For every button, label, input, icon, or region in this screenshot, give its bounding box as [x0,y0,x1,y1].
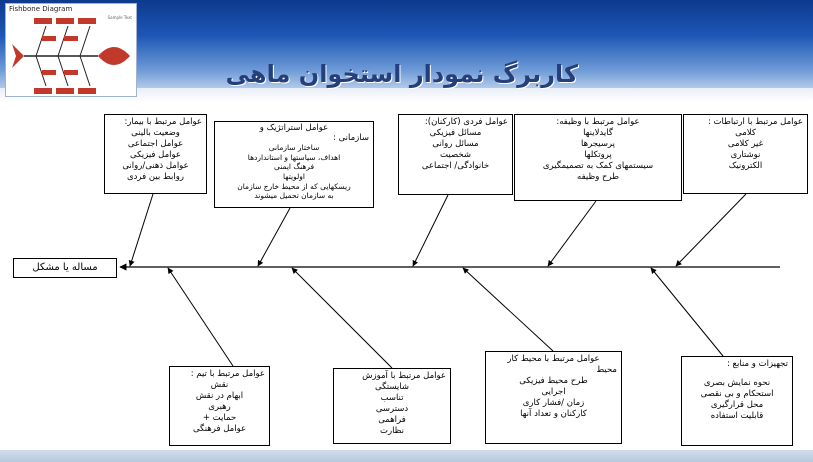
cause-box-individual [398,114,513,195]
page-title: کاربرگ نمودار استخوان ماهی [225,60,578,88]
bone-workplace [463,268,553,351]
cause-heading-cont: محیط [596,365,617,375]
cause-item: محل قرارگیری [710,400,764,410]
cause-item: استحکام و بی نقصی [700,389,774,399]
cause-item: نقش [210,380,229,390]
cause-heading: عوامل فردی (کارکنان): [424,117,508,127]
cause-item: غیر کلامی [727,139,764,149]
cause-item: شخصیت [440,150,471,160]
cause-item: پرسیجرها [581,139,615,149]
bone-individual [413,195,448,266]
cause-item: عوامل فرهنگی [192,424,247,434]
cause-item: زمان /فشار کاری [522,398,585,408]
spacer [686,370,788,378]
cause-item: ساختار سازمانی [268,143,320,153]
cause-box-strategic [214,121,374,208]
cause-item: خانوادگی/ اجتماعی [421,161,490,171]
cause-item: حمایت + [202,413,237,423]
bone-training [292,268,392,368]
thumbnail-title: Fishbone Diagram [9,5,73,13]
cause-item: فراهمی [378,415,406,425]
cause-heading: عوامل مرتبط با ارتباطات : [707,117,803,127]
cause-item: ابهام در نقش [195,391,244,401]
cause-item: اجرایی [541,387,566,397]
bone-communication [676,194,746,266]
bone-strategic [258,208,290,266]
cause-item: وضعیت بالینی [131,128,180,138]
cause-item: نوشتاری [730,150,761,160]
cause-item: نحوه نمایش بصری [703,378,771,388]
cause-item: کلامی [735,128,756,138]
cause-item: روابط بین فردی [126,172,184,182]
cause-item: قابلیت استفاده [710,411,764,421]
cause-heading: عوامل مرتبط با بیمار: [124,117,202,127]
cause-heading: عوامل مرتبط با آموزش [362,371,446,381]
cause-item: عوامل ذهنی/روانی [122,161,189,171]
cause-item: به سازمان تحمیل میشوند [254,191,334,201]
thumbnail-sample-text: Sample Text [107,15,132,20]
cause-box-communication [683,114,808,194]
bone-team [168,268,233,366]
cause-heading: عوامل مرتبط با محیط کار [507,354,600,364]
cause-box-team [169,366,270,446]
cause-box-task [514,114,682,201]
bone-patient [130,194,153,266]
cause-item: شایستگی [374,382,409,392]
cause-item: طرح محیط فیزیکی [519,376,588,386]
cause-heading: عوامل مرتبط با تیم : [190,369,265,379]
cause-item: الکترونیک [728,161,763,171]
cause-item: عوامل اجتماعی [127,139,184,149]
cause-item: رهبری [208,402,231,412]
cause-box-patient [104,114,207,194]
cause-box-workplace [485,351,622,444]
cause-item: سیستمهای کمک به تصمیمگیری [542,161,654,171]
bone-task [548,201,596,266]
cause-item: مسائل روانی [432,139,479,149]
cause-item: دسترسی [375,404,409,414]
cause-item: تناسب [380,393,404,403]
cause-box-training [333,368,451,444]
cause-item: عوامل فیزیکی [130,150,181,160]
cause-item: پروتکلها [584,150,612,160]
cause-heading-cont: سازمانی : [333,132,369,143]
bottom-strip [0,450,813,462]
bone-equipment [651,268,723,356]
cause-item: گایدلاینها [583,128,613,138]
cause-item: مسائل فیزیکی [429,128,482,138]
problem-box: مساله یا مشکل [13,258,117,278]
cause-heading: تجهیزات و منابع : [726,359,788,369]
cause-item: اهداف، سیاستها و استانداردها [247,152,341,162]
cause-item: کارکنان و تعداد آنها [520,409,587,419]
cause-heading: عوامل مرتبط با وظیفه: [556,117,640,127]
cause-box-equipment [681,356,793,446]
cause-item: طرح وظیفه [577,172,619,182]
cause-item: فرهنگ ایمنی [273,162,315,172]
cause-item: اولویتها [283,171,305,181]
cause-item: نظارت [379,426,405,436]
cause-item: ریسکهایی که از محیط خارج سازمان [237,181,351,191]
cause-heading: عوامل استراتژیک و [259,123,329,133]
